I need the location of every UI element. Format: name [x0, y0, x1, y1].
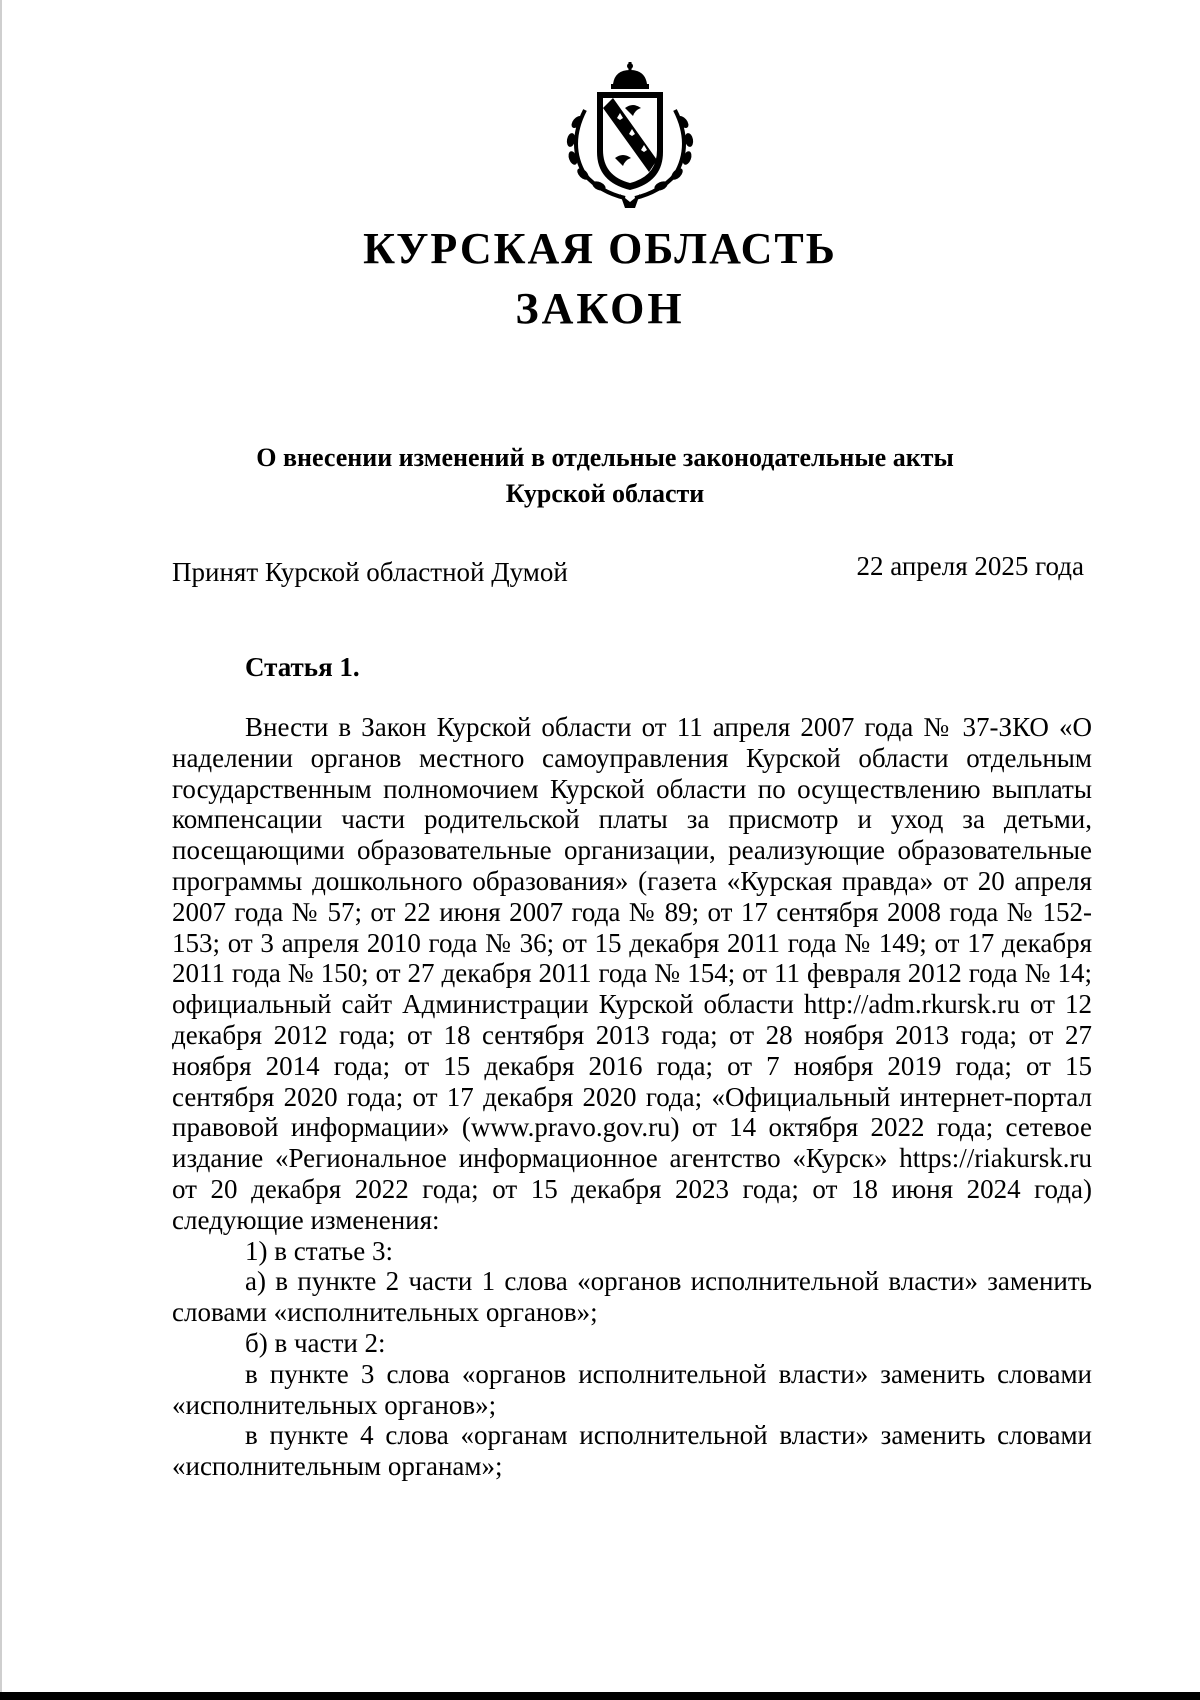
kursk-coat-of-arms-emblem — [555, 60, 705, 210]
list-item-1a: а) в пункте 2 части 1 слова «органов исполнительной власти» заменить словами «исполнительных органов»; — [172, 1266, 1092, 1328]
law-subject-title — [170, 440, 1040, 512]
scan-edge-bottom — [0, 1692, 1200, 1700]
list-item-1: 1) в статье 3: — [245, 1235, 393, 1266]
document-type-title: ЗАКОН — [515, 284, 685, 333]
law-subject-line-2: Курской области — [505, 479, 705, 508]
region-title: КУРСКАЯ ОБЛАСТЬ — [363, 224, 837, 273]
article-heading: Статья 1. — [245, 652, 360, 682]
adoption-date-text: 22 апреля 2025 года — [856, 551, 1084, 581]
list-item-1b-point-4: в пункте 4 слова «органам исполнительной власти» заменить словами «исполнительным органам»; — [172, 1420, 1092, 1482]
list-item-1b-point-3: в пункте 3 слова «органов исполнительной власти» заменить словами «исполнительных органов»; — [172, 1358, 1092, 1420]
list-item-1b: б) в части 2: — [245, 1327, 386, 1358]
law-subject-line-1: О внесении изменений в отдельные законодательные акты — [256, 443, 954, 472]
adopted-by-text: Принят Курской областной Думой — [172, 557, 568, 587]
article-body — [172, 712, 1092, 1482]
article-intro-paragraph: Внести в Закон Курской области от 11 апреля 2007 года № 37-ЗКО «О наделении органов местного самоуправления Курской области отдельным государственным полномочием Курской области по осуществлению выплаты компенсации части родительской платы за присмотр и уход за детьми, посещающими образовательные организации, реализующие образовательные программы дошкольного образования» (газета «Курская правда» от 20 апреля 2007 года № 57; от 22 июня 2007 года № 89; от 17 сентября 2008 года № 152-153; от 3 апреля 2010 года № 36; от 15 декабря 2011 года № 149; от 17 декабря 2011 года № 150; от 27 декабря 2011 года № 154; от 11 февраля 2012 года № 14; официальный сайт Администрации Курской области http://adm.rkursk.ru от 12 декабря 2012 года; от 18 сентября 2013 года; от 28 ноября 2013 года; от 27 ноября 2014 года; от 15 декабря 2016 года; от 7 ноября 2019 года; от 15 сентября 2020 года; от 17 декабря 2020 года; «Официальный интернет-портал правовой информации» (www.pravo.gov.ru) от 14 октября 2022 года; сетевое издание «Региональное информационное агентство «Курск» https://riakursk.ru от 20 декабря 2022 года; от 15 декабря 2023 года; от 18 июня 2024 года) следующие изменения: — [172, 712, 1092, 1235]
